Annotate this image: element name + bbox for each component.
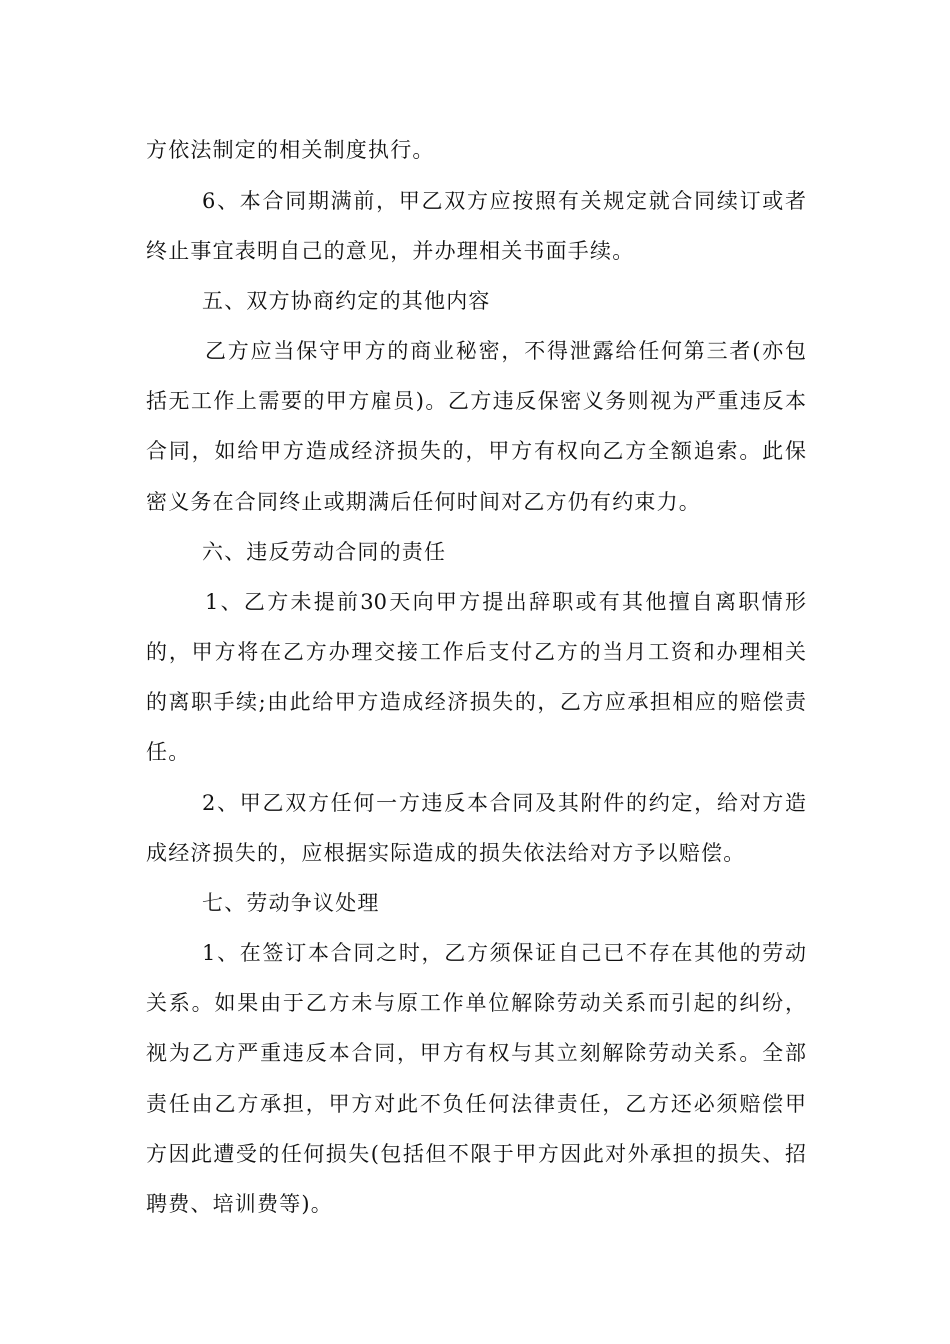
text-line: 责任由乙方承担，甲方对此不负任何法律责任，乙方还必须赔偿甲 xyxy=(146,1092,806,1116)
text-line: 密义务在合同终止或期满后任何时间对乙方仍有约束力。 xyxy=(146,490,701,514)
text-line: 成经济损失的，应根据实际造成的损失依法给对方予以赔偿。 xyxy=(146,841,746,865)
text-line: 任。 xyxy=(146,740,191,764)
section-heading: 六、违反劳动合同的责任 xyxy=(202,540,447,564)
section-heading: 七、劳动争议处理 xyxy=(202,891,380,915)
text-line: 方因此遭受的任何损失(包括但不限于甲方因此对外承担的损失、招 xyxy=(146,1142,806,1166)
text-line: 方依法制定的相关制度执行。 xyxy=(146,138,435,162)
text-line: 终止事宜表明自己的意见，并办理相关书面手续。 xyxy=(146,239,635,263)
text-line: 2、甲乙双方任何一方违反本合同及其附件的约定，给对方造 xyxy=(202,791,806,815)
text-line: 的离职手续;由此给甲方造成经济损失的，乙方应承担相应的赔偿责 xyxy=(146,690,806,714)
text-line: 6、本合同期满前，甲乙双方应按照有关规定就合同续订或者 xyxy=(202,189,806,213)
text-line: 括无工作上需要的甲方雇员)。乙方违反保密义务则视为严重违反本 xyxy=(146,389,806,413)
text-line: 合同，如给甲方造成经济损失的，甲方有权向乙方全额追索。此保 xyxy=(146,439,806,463)
text-line: 的，甲方将在乙方办理交接工作后支付乙方的当月工资和办理相关 xyxy=(146,640,806,664)
text-line: 1、在签订本合同之时，乙方须保证自己已不存在其他的劳动 xyxy=(202,941,806,965)
text-line: 视为乙方严重违反本合同，甲方有权与其立刻解除劳动关系。全部 xyxy=(146,1041,806,1065)
text-line: 关系。如果由于乙方未与原工作单位解除劳动关系而引起的纠纷， xyxy=(146,991,806,1015)
text-line: 1、乙方未提前30天向甲方提出辞职或有其他擅自离职情形 xyxy=(205,590,806,614)
text-line: 乙方应当保守甲方的商业秘密，不得泄露给任何第三者(亦包 xyxy=(205,339,806,363)
section-heading: 五、双方协商约定的其他内容 xyxy=(202,289,491,313)
text-line: 聘费、培训费等)。 xyxy=(146,1192,333,1216)
